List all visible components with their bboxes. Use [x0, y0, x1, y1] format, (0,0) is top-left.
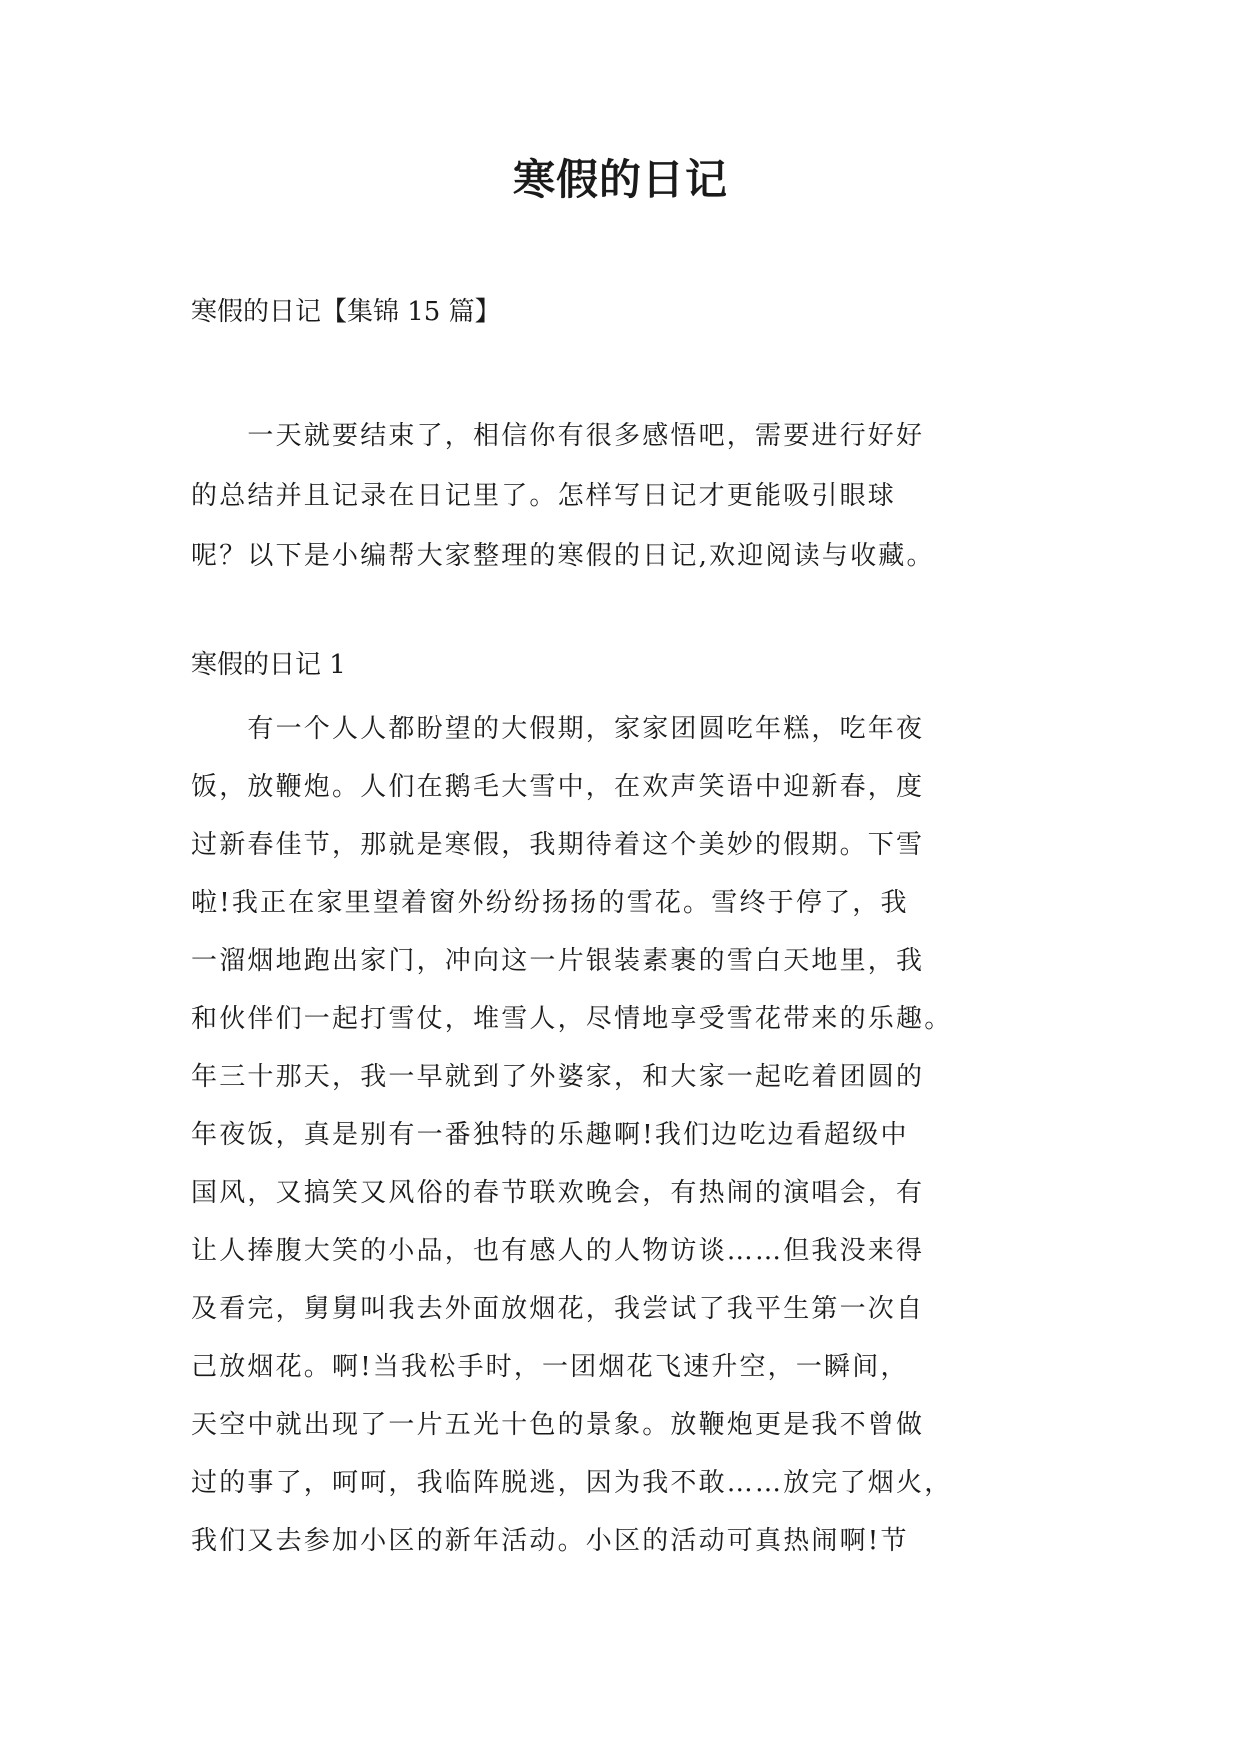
document-subtitle: 寒假的日记【集锦 15 篇】: [191, 297, 501, 327]
body-line: 己放烟花。啊!当我松手时，一团烟花飞速升空，一瞬间，: [191, 1352, 909, 1382]
body-line: 天空中就出现了一片五光十色的景象。放鞭炮更是我不曾做: [191, 1410, 925, 1440]
body-line: 年三十那天，我一早就到了外婆家，和大家一起吃着团圆的: [191, 1062, 925, 1092]
body-line: 和伙伴们一起打雪仗，堆雪人，尽情地享受雪花带来的乐趣。: [191, 1004, 953, 1034]
section-heading: 寒假的日记 1: [191, 650, 346, 680]
body-line: 有一个人人都盼望的大假期，家家团圆吃年糕，吃年夜: [191, 714, 925, 744]
body-line: 让人捧腹大笑的小品，也有感人的人物访谈……但我没来得: [191, 1236, 925, 1266]
body-line: 过新春佳节，那就是寒假，我期待着这个美妙的假期。下雪: [191, 830, 925, 860]
body-line: 过的事了，呵呵，我临阵脱逃，因为我不敢……放完了烟火，: [191, 1468, 953, 1498]
body-line: 一溜烟地跑出家门，冲向这一片银装素裹的雪白天地里，我: [191, 946, 925, 976]
body-line: 国风，又搞笑又风俗的春节联欢晚会，有热闹的演唱会，有: [191, 1178, 925, 1208]
body-line: 年夜饭，真是别有一番独特的乐趣啊!我们边吃边看超级中: [191, 1120, 909, 1150]
body-line: 饭，放鞭炮。人们在鹅毛大雪中，在欢声笑语中迎新春，度: [191, 772, 925, 802]
intro-paragraph: [191, 406, 1051, 586]
intro-line: 一天就要结束了，相信你有很多感悟吧，需要进行好好: [191, 421, 925, 451]
document-title: 寒假的日记: [512, 155, 728, 204]
body-paragraph: [191, 700, 1051, 1570]
body-line: 及看完，舅舅叫我去外面放烟花，我尝试了我平生第一次自: [191, 1294, 925, 1324]
intro-line: 的总结并且记录在日记里了。怎样写日记才更能吸引眼球: [191, 481, 897, 511]
body-line: 啦!我正在家里望着窗外纷纷扬扬的雪花。雪终于停了，我: [191, 888, 909, 918]
intro-line: 呢？以下是小编帮大家整理的寒假的日记,欢迎阅读与收藏。: [191, 541, 935, 571]
body-line: 我们又去参加小区的新年活动。小区的活动可真热闹啊!节: [191, 1526, 909, 1556]
